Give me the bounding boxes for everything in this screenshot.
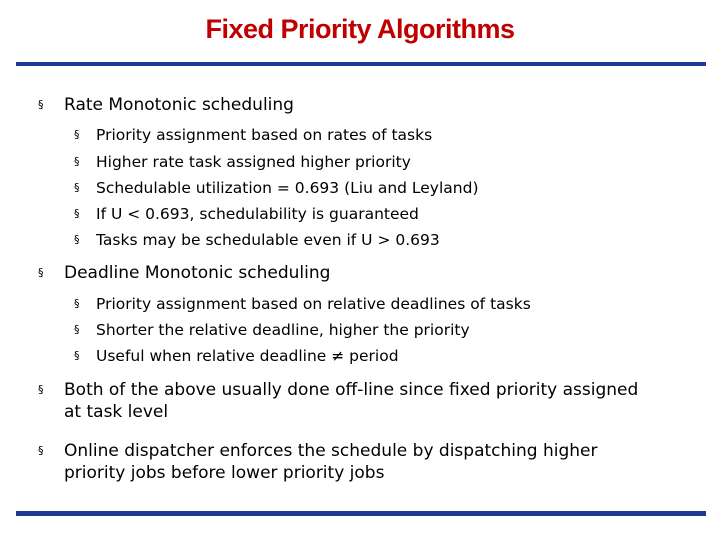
slide-title: Fixed Priority Algorithms (205, 14, 515, 44)
sub-bullet-text: Schedulable utilization = 0.693 (Liu and Leyland) (96, 179, 479, 197)
bullet-marker: § (38, 444, 44, 457)
sub-bullet-text: Useful when relative deadline ≠ period (96, 347, 399, 365)
bullet-marker: § (38, 98, 44, 111)
bullet-marker: § (74, 181, 80, 194)
bullet-text-line-1: Online dispatcher enforces the schedule by dispatching higher (64, 441, 598, 461)
bullet-text: Deadline Monotonic scheduling (64, 263, 331, 283)
bullet-marker: § (74, 349, 80, 362)
sub-bullet-text: Priority assignment based on rates of tasks (96, 126, 433, 144)
bullet-text-line-2: priority jobs before lower priority jobs (64, 463, 385, 483)
sub-bullet-text: Higher rate task assigned higher priority (96, 153, 411, 171)
bullet-marker: § (74, 207, 80, 220)
bullet-marker: § (74, 155, 80, 168)
sub-bullet-text: Shorter the relative deadline, higher the priority (96, 321, 470, 339)
bullet-marker: § (74, 233, 80, 246)
bullet-marker: § (74, 128, 80, 141)
top-divider (16, 62, 706, 66)
sub-bullet-text: Priority assignment based on relative deadlines of tasks (96, 295, 531, 313)
bottom-divider (16, 511, 706, 516)
bullet-marker: § (38, 383, 44, 396)
bullet-marker: § (38, 266, 44, 279)
bullet-text: Rate Monotonic scheduling (64, 95, 294, 115)
sub-bullet-text: If U < 0.693, schedulability is guaranteed (96, 205, 419, 223)
sub-bullet-text: Tasks may be schedulable even if U > 0.693 (96, 231, 440, 249)
bullet-text-line-2: at task level (64, 402, 169, 422)
bullet-marker: § (74, 297, 80, 310)
bullet-marker: § (74, 323, 80, 336)
bullet-text-line-1: Both of the above usually done off-line since fixed priority assigned (64, 380, 639, 400)
